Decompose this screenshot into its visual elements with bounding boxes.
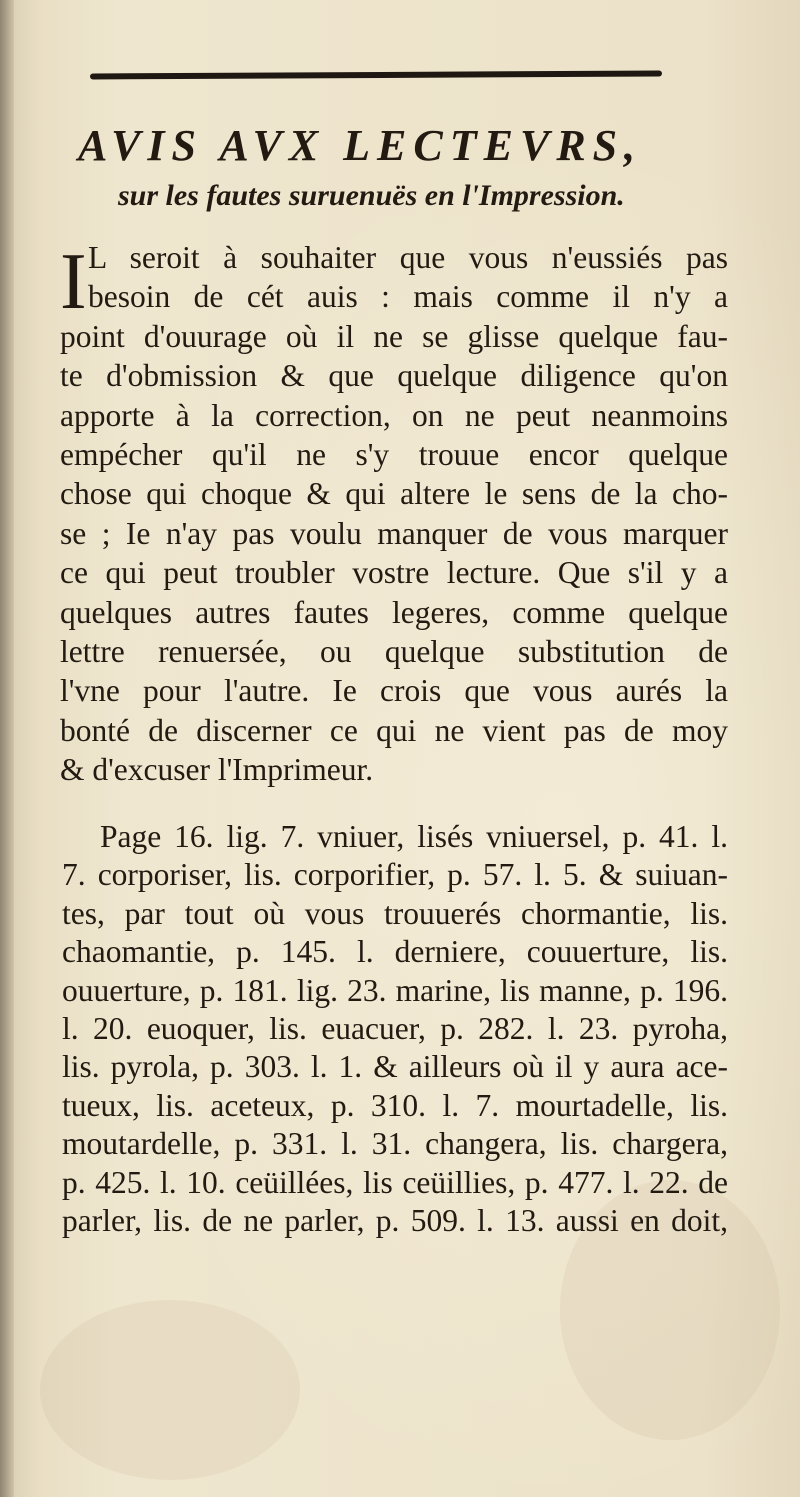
binding-gutter xyxy=(0,0,14,1497)
text-line: L seroit à souhaiter que vous n'eussiés pas xyxy=(88,240,728,275)
page-title: AVIS AVX LECTEVRS, xyxy=(78,121,643,170)
text-line: l'vne pour l'autre. Ie crois que vous aurés la xyxy=(60,673,728,709)
errata-line: ouuerture, p. 181. lig. 23. marine, lis manne, p. 196. xyxy=(62,972,728,1008)
page-subtitle: sur les fautes suruenuës en l'Impression. xyxy=(118,179,625,212)
text-line: apporte à la correction, on ne peut neanmoins xyxy=(60,397,728,433)
notice-paragraph xyxy=(60,238,728,790)
errata-line: Page 16. lig. 7. vniuer, lisés vniuersel, p. 41. l. xyxy=(100,819,728,854)
text-line: empécher qu'il ne s'y trouue encor quelque xyxy=(60,437,728,473)
text-line: & d'excuser l'Imprimeur. xyxy=(60,752,374,788)
errata-line: parler, lis. de ne parler, p. 509. l. 13. aussi en doit, xyxy=(62,1203,728,1239)
text-line: besoin de cét auis : mais comme il n'y a xyxy=(88,279,728,315)
text-line: te d'obmission & que quelque diligence qu'on xyxy=(60,358,728,394)
text-line: ce qui peut troubler vostre lecture. Que s'il y a xyxy=(60,555,728,591)
errata-line: chaomantie, p. 145. l. derniere, couuerture, lis. xyxy=(62,934,728,970)
errata-line: 7. corporiser, lis. corporifier, p. 57. l. 5. & suiuan- xyxy=(62,857,728,893)
text-line: chose qui choque & qui altere le sens de la cho- xyxy=(60,476,728,512)
text-line: quelques autres fautes legeres, comme quelque xyxy=(60,594,728,630)
header-rule xyxy=(90,71,662,80)
errata-line: l. 20. euoquer, lis. euacuer, p. 282. l. 23. pyroha, xyxy=(62,1011,728,1047)
text-line: point d'ouurage où il ne se glisse quelque fau- xyxy=(60,318,728,354)
errata-line: tueux, lis. aceteux, p. 310. l. 7. mourtadelle, lis. xyxy=(62,1087,728,1123)
errata-line: moutardelle, p. 331. l. 31. changera, lis. chargera, xyxy=(62,1126,728,1162)
errata-list xyxy=(62,818,728,1240)
text-line: lettre renuersée, ou quelque substitution de xyxy=(60,634,728,670)
text-line: bonté de discerner ce qui ne vient pas de moy xyxy=(60,712,728,748)
errata-line: lis. pyrola, p. 303. l. 1. & ailleurs où il y aura ace- xyxy=(62,1049,728,1085)
drop-cap: I xyxy=(60,238,87,326)
paper-stain xyxy=(40,1300,300,1480)
errata-line: tes, par tout où vous trouuerés chormantie, lis. xyxy=(62,895,728,931)
errata-line: p. 425. l. 10. ceüillées, lis ceüillies, p. 477. l. 22. de xyxy=(62,1164,728,1200)
text-line: se ; Ie n'ay pas voulu manquer de vous marquer xyxy=(60,515,728,551)
